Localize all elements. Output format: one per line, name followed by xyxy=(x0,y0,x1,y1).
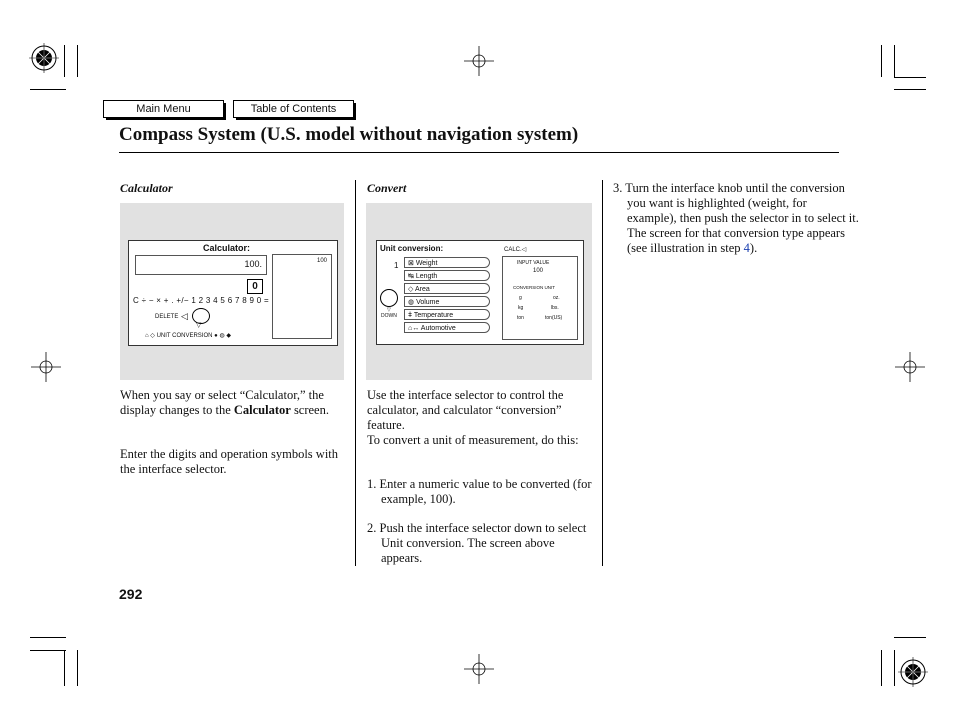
unit-row-3-right: ton(US) xyxy=(545,315,563,321)
calculator-paragraph-2: Enter the digits and operation symbols with the interface selector. xyxy=(120,447,339,476)
column-divider-1 xyxy=(355,180,356,566)
conversion-item-length: ↹ Length xyxy=(404,270,490,281)
conversion-item-label: Volume xyxy=(416,299,440,306)
conversion-result-panel xyxy=(502,256,578,340)
input-value-label: INPUT VALUE xyxy=(517,260,550,266)
conversion-item-volume: ◍ Volume xyxy=(404,296,490,307)
calc-arrow-icon: ◁ xyxy=(521,247,527,253)
crosshair-top xyxy=(464,46,494,76)
unit-row-2-left: kg xyxy=(518,305,524,311)
calculator-display-value: 100. xyxy=(244,259,262,269)
calculator-para1-text-b: screen. xyxy=(290,403,329,417)
page-number: 292 xyxy=(119,586,143,602)
conversion-item-area: ◇ Area xyxy=(404,283,490,294)
input-value: 100 xyxy=(533,268,544,274)
convert-step-1: 1. Enter a numeric value to be converted (for example, 100). xyxy=(367,477,592,506)
unit-row-1-right: oz. xyxy=(553,295,560,301)
page-title: Compass System (U.S. model without navigation system) xyxy=(119,124,579,145)
unit-row-2-right: lbs. xyxy=(551,305,559,311)
crosshair-right xyxy=(895,352,925,382)
convert-illustration xyxy=(366,203,592,380)
calculator-subhead: Calculator xyxy=(120,181,173,195)
calculator-side-value: 100 xyxy=(316,258,327,264)
calculator-bottom-row xyxy=(145,332,231,339)
registration-mark-top-left xyxy=(29,43,59,73)
crosshair-left xyxy=(31,352,61,382)
down-label: ▽ DOWN xyxy=(381,307,397,319)
calculator-display xyxy=(135,255,267,275)
conversion-item-automotive: ⌂↔ Automotive xyxy=(404,322,490,333)
conversion-item-temperature: ǂ Temperature xyxy=(404,309,490,320)
step-3-end: ). xyxy=(749,241,758,255)
selected-index: 1 xyxy=(394,261,399,270)
calculator-para1-text-a: When you say or select “Calculator,” the display changes to the xyxy=(120,388,324,417)
convert-step-3 xyxy=(613,181,859,256)
calculator-side-panel xyxy=(272,254,332,339)
crosshair-bottom xyxy=(464,654,494,684)
calc-label-text: CALC. xyxy=(504,247,522,253)
unit-row-1-left: g xyxy=(519,295,522,301)
bottom-icons-right: ● ◍ ◆ xyxy=(212,333,231,339)
calculator-dial-symbols: C ÷ − × + . +/− 1 2 3 4 5 6 7 8 9 0 = xyxy=(133,296,270,305)
calculator-para1-bold: Calculator xyxy=(233,403,291,417)
unit-conversion-screen xyxy=(376,240,584,345)
step-4-link[interactable]: 4 xyxy=(743,241,750,255)
step-3-text: 3. Turn the interface knob until the conversion you want is highlighted (weight, for example), then push the selector in to select it. The screen for that conversion type appears (see illustration in step xyxy=(613,181,859,255)
down-label-text: DOWN xyxy=(381,313,397,319)
convert-paragraph-1: Use the interface selector to control the calculator, and calculator “conversion” feature. xyxy=(367,388,564,432)
unit-conversion-label: UNIT CONVERSION xyxy=(156,333,213,339)
conversion-item-label: Weight xyxy=(415,260,438,267)
delete-label: DELETE xyxy=(155,314,179,320)
calculator-illustration xyxy=(120,203,344,380)
delete-arrow-icon: ◁ xyxy=(181,311,188,321)
selector-down-arrow-icon: ▽ xyxy=(196,322,202,329)
title-rule xyxy=(119,152,839,153)
convert-paragraph-2: To convert a unit of measurement, do this: xyxy=(367,433,579,447)
unit-row-3-left: ton xyxy=(517,315,524,321)
selected-digit: 0 xyxy=(252,281,258,292)
conversion-item-label: Automotive xyxy=(420,325,456,332)
conversion-knob-icon xyxy=(380,289,398,307)
convert-subhead: Convert xyxy=(367,181,407,195)
convert-step-2: 2. Push the interface selector down to select Unit conversion. The screen above appears. xyxy=(367,521,587,565)
calc-label xyxy=(504,246,526,253)
conversion-item-label: Temperature xyxy=(413,312,454,319)
bottom-icons: ⌂ ◇ xyxy=(145,333,157,339)
calculator-screen xyxy=(128,240,338,346)
conversion-item-label: Area xyxy=(414,286,430,293)
unit-conversion-title: Unit conversion: xyxy=(380,244,444,253)
main-menu-button[interactable]: Main Menu xyxy=(103,100,224,118)
column-divider-2 xyxy=(602,180,603,566)
calculator-screen-title: Calculator: xyxy=(203,243,251,253)
table-of-contents-button[interactable]: Table of Contents xyxy=(233,100,354,118)
conversion-item-weight: ⊠ Weight xyxy=(404,257,490,268)
registration-mark-bottom-right xyxy=(898,657,928,687)
selected-digit-box xyxy=(247,279,263,294)
conversion-unit-label: CONVERSION UNIT xyxy=(513,285,556,290)
calculator-paragraph-1 xyxy=(120,388,350,418)
conversion-item-label: Length xyxy=(415,273,438,280)
